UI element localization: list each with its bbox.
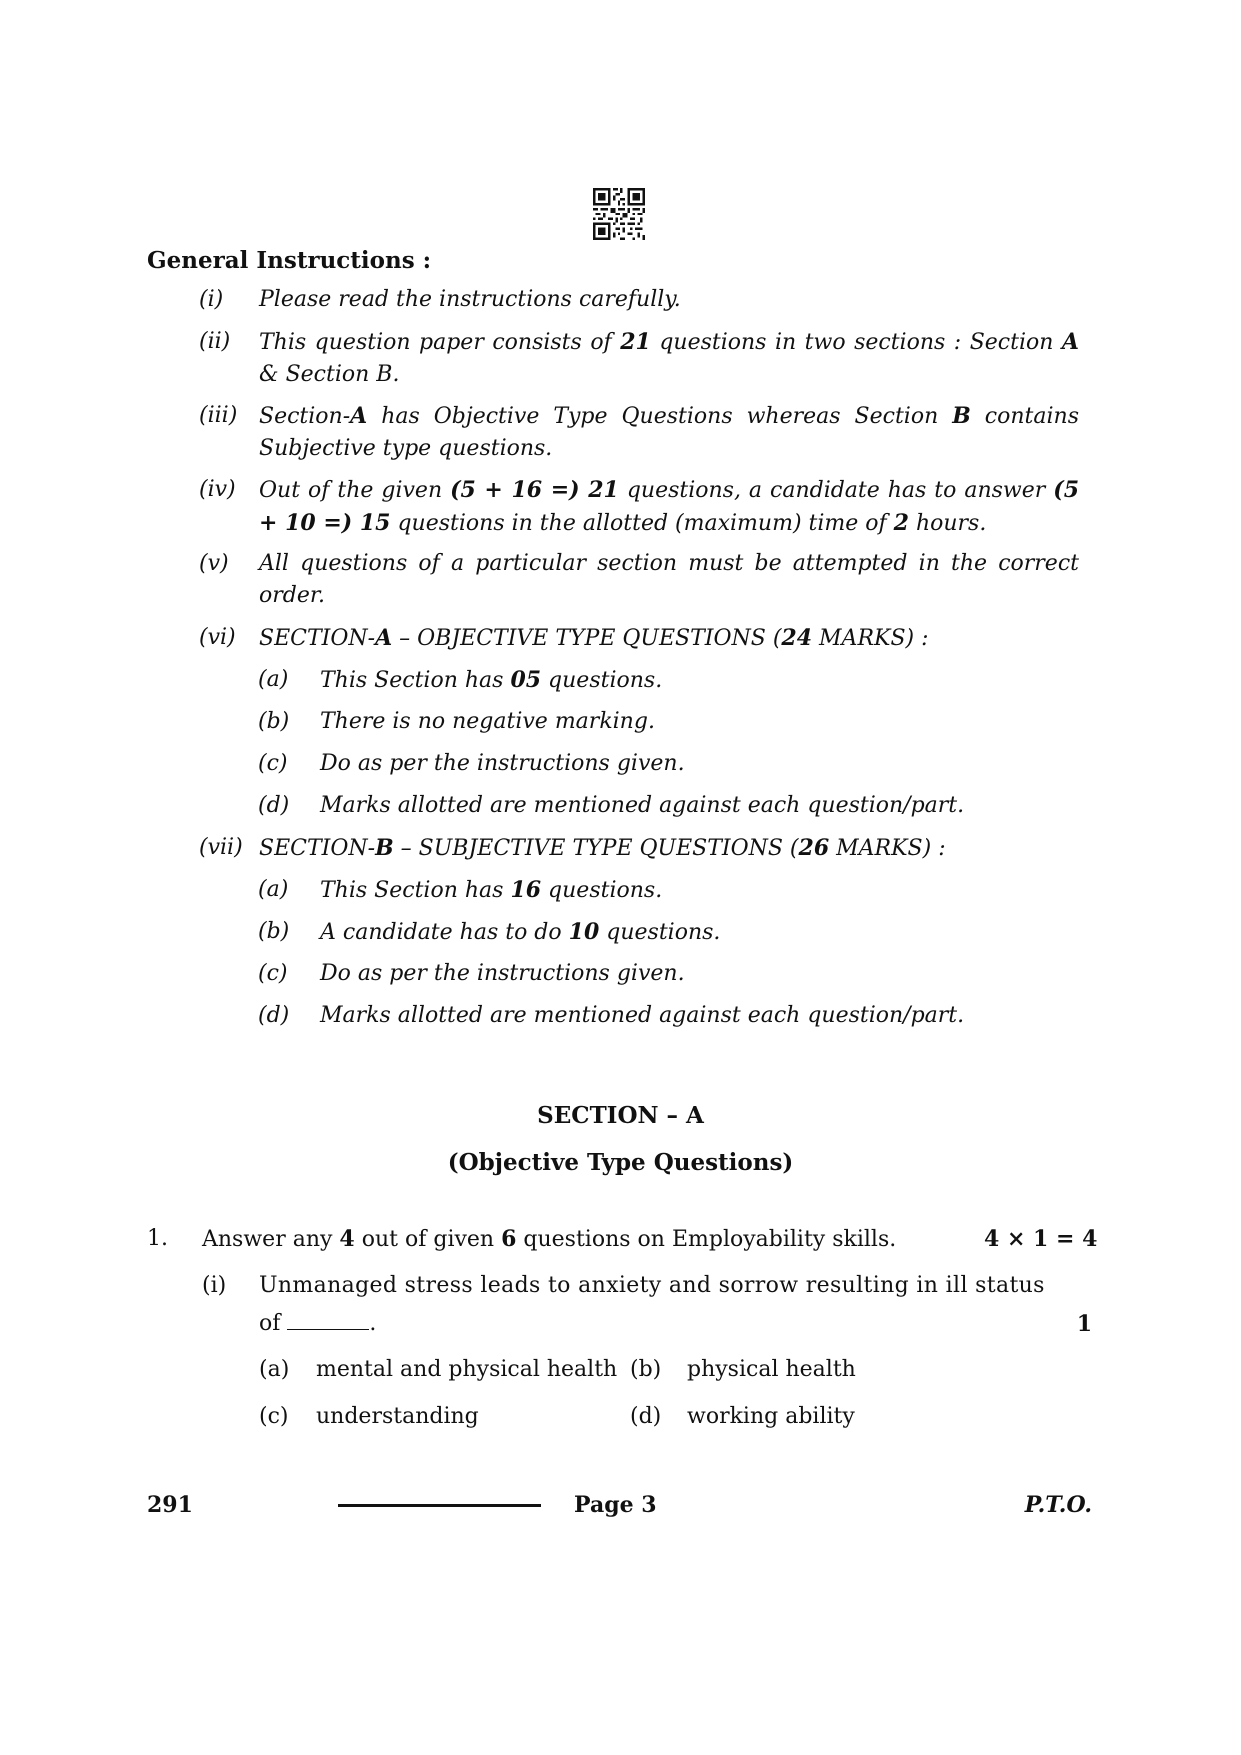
point-number: (a) bbox=[258, 667, 289, 692]
instruction-text: All questions of a particular section must be attempted in the correct order. bbox=[259, 551, 1079, 608]
point-text: There is no negative marking. bbox=[320, 709, 655, 734]
qr-code-icon bbox=[593, 188, 645, 240]
instruction-text: Out of the given (5 + 16 =) 21 questions, a candidate has to answer (5 + 10 =) 15 questions in the allotted (maximum) time of 2 hours. bbox=[259, 477, 1079, 536]
instruction-number: (i) bbox=[199, 287, 224, 312]
point-number: (d) bbox=[258, 1003, 290, 1028]
question-number: 1. bbox=[147, 1226, 168, 1251]
point-text: Do as per the instructions given. bbox=[320, 961, 685, 986]
option-b-label: (b) bbox=[630, 1357, 662, 1382]
pto-label: P.T.O. bbox=[1024, 1492, 1092, 1518]
option-a-label: (a) bbox=[259, 1357, 290, 1382]
option-c-text: understanding bbox=[316, 1404, 479, 1429]
option-d-label: (d) bbox=[630, 1404, 662, 1429]
option-d-text: working ability bbox=[687, 1404, 855, 1429]
instruction-number: (iii) bbox=[199, 403, 238, 428]
instruction-number: (iv) bbox=[199, 477, 236, 502]
point-number: (d) bbox=[258, 793, 290, 818]
option-a-text: mental and physical health bbox=[316, 1357, 618, 1382]
paper-code: 291 bbox=[147, 1492, 193, 1518]
instruction-text: This question paper consists of 21 questions in two sections : Section A & Section B. bbox=[259, 329, 1079, 387]
instruction-text: SECTION-B – SUBJECTIVE TYPE QUESTIONS (26 MARKS) : bbox=[259, 835, 946, 861]
answer-blank bbox=[287, 1311, 369, 1330]
section-subtitle: (Objective Type Questions) bbox=[447, 1149, 794, 1176]
point-text: This Section has 05 questions. bbox=[320, 667, 663, 693]
section-title: SECTION – A bbox=[537, 1102, 704, 1129]
instruction-number: (vi) bbox=[199, 625, 236, 650]
subquestion-text: Unmanaged stress leads to anxiety and sorrow resulting in ill status bbox=[259, 1273, 1045, 1298]
footer-rule bbox=[338, 1504, 541, 1507]
instruction-number: (vii) bbox=[199, 835, 243, 860]
subquestion-suffix: . bbox=[369, 1311, 377, 1336]
instruction-text: Section-A has Objective Type Questions whereas Section B contains Subjective type questions. bbox=[259, 403, 1079, 461]
point-number: (a) bbox=[258, 877, 289, 902]
point-number: (c) bbox=[258, 751, 288, 776]
point-number: (c) bbox=[258, 961, 288, 986]
point-text: Marks allotted are mentioned against each question/part. bbox=[320, 793, 965, 818]
instruction-number: (ii) bbox=[199, 329, 231, 354]
option-c-label: (c) bbox=[259, 1404, 289, 1429]
question-marks: 4 × 1 = 4 bbox=[984, 1226, 1098, 1252]
instruction-text: Please read the instructions carefully. bbox=[259, 287, 681, 312]
general-instructions-heading: General Instructions : bbox=[147, 247, 432, 274]
page-number: Page 3 bbox=[574, 1492, 657, 1518]
subquestion-number: (i) bbox=[202, 1273, 227, 1298]
subquestion-text-line2 bbox=[259, 1308, 376, 1340]
question-text: Answer any 4 out of given 6 questions on Employability skills. bbox=[202, 1226, 897, 1252]
point-text: This Section has 16 questions. bbox=[320, 877, 663, 903]
point-number: (b) bbox=[258, 709, 290, 734]
point-number: (b) bbox=[258, 919, 290, 944]
subquestion-prefix: of bbox=[259, 1311, 281, 1336]
instruction-text: SECTION-A – OBJECTIVE TYPE QUESTIONS (24 MARKS) : bbox=[259, 625, 929, 651]
subquestion-marks: 1 bbox=[1076, 1311, 1092, 1337]
option-b-text: physical health bbox=[687, 1357, 856, 1382]
point-text: Do as per the instructions given. bbox=[320, 751, 685, 776]
instruction-number: (v) bbox=[199, 551, 229, 576]
point-text: Marks allotted are mentioned against each question/part. bbox=[320, 1003, 965, 1028]
point-text: A candidate has to do 10 questions. bbox=[320, 919, 721, 945]
